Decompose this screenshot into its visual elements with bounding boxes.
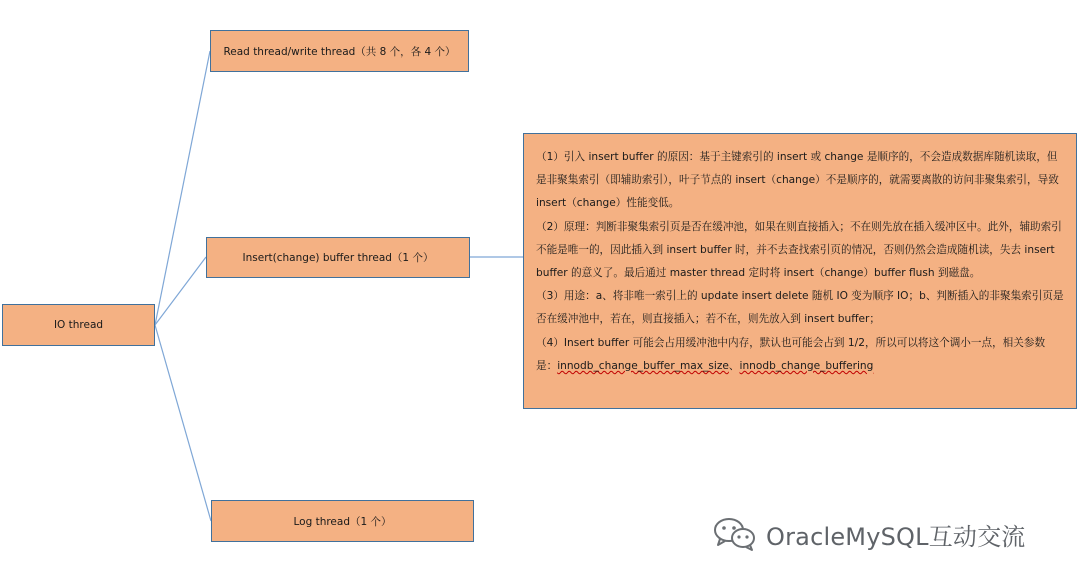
note-params-text: （4）Insert buffer 可能会占用缓冲池中内存，默认也可能会占到 1/2，所以可以将这个调小一点，相关参数是： [536,336,1046,372]
insert-buffer-thread-node [206,237,470,278]
param-max-size: innodb_change_buffer_max_size [557,359,729,372]
io-thread-label: IO thread [53,319,104,331]
watermark-text: OracleMySQL互动交流 [766,522,1026,551]
param-separator: 、 [728,359,740,372]
note-principle: （2）原理：判断非聚集索引页是否在缓冲池，如果在则直接插入；不在则先放在插入缓冲区中。此外，辅助索引不能是唯一的，因此插入到 insert buffer 时，并不去查找索引页的情况，否则仍然会造成随机读，失去 insert buffer 的意义了。最后通过 master thread 定时将 insert（change）buffer flush 到磁盘。 [536,220,1062,280]
param-change-buffering: innodb_change_buffering [739,359,874,372]
io-thread-node [2,304,155,346]
connector-io-to-rw [155,51,210,325]
watermark [712,516,1026,552]
wechat-icon [712,516,758,552]
log-thread-node [211,500,474,542]
note-usage: （3）用途：a、将非唯一索引上的 update insert delete 随机 IO 变为顺序 IO；b、判断插入的非聚集索引页是否在缓冲池中，若在，则直接插入；若不在，则先放入到 insert buffer； [536,290,1064,326]
insert-buffer-note [523,133,1077,409]
connector-io-to-insert [155,257,206,325]
read-write-thread-node [210,30,469,72]
note-params [536,332,1066,378]
log-thread-label: Log thread（1 个） [293,515,392,528]
insert-buffer-thread-label: Insert(change) buffer thread（1 个） [242,252,434,264]
note-reason: （1）引入 insert buffer 的原因：基于主键索引的 insert 或 change 是顺序的，不会造成数据库随机读取，但是非聚集索引（即辅助索引），叶子节点的 insert（change）不是顺序的，就需要离散的访问非聚集索引，导致 insert（change）性能变低。 [536,151,1059,210]
read-write-thread-label: Read thread/write thread（共 8 个，各 4 个） [223,45,456,58]
connector-io-to-log [155,325,211,521]
